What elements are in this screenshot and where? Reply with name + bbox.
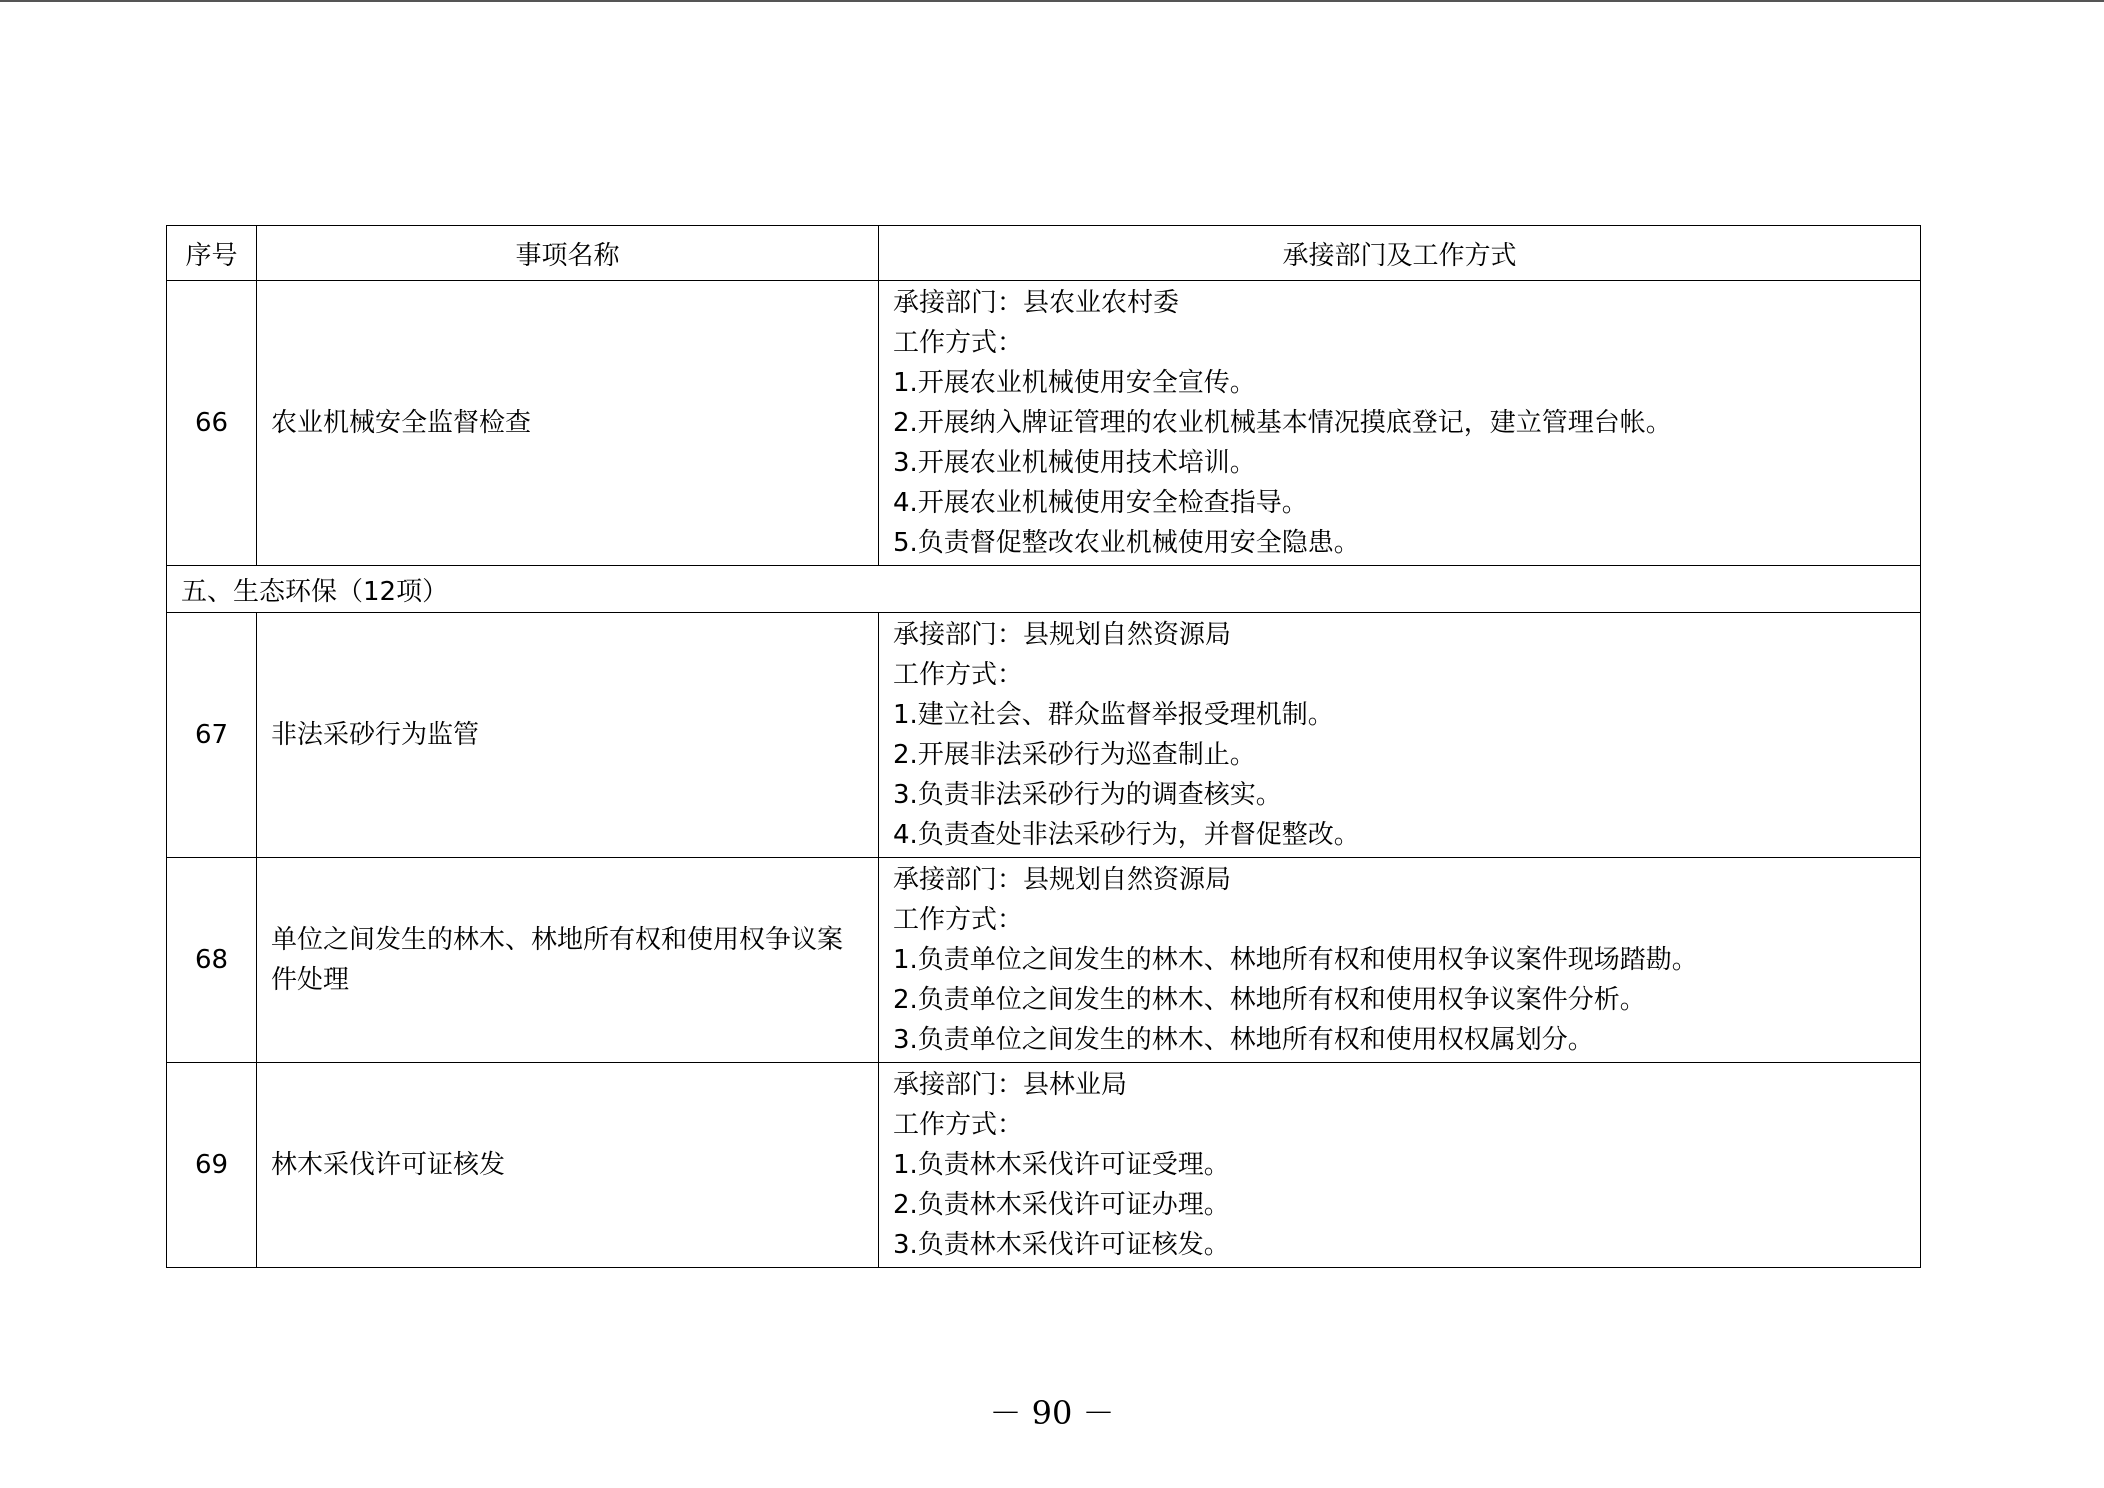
work-line: 承接部门：县林业局 bbox=[893, 1070, 1128, 1100]
work-line: 3.开展农业机械使用技术培训。 bbox=[893, 448, 1256, 478]
work-line: 1.开展农业机械使用安全宣传。 bbox=[893, 368, 1256, 398]
row-work-detail bbox=[879, 1063, 1921, 1268]
top-border-line bbox=[0, 0, 2104, 2]
table-row bbox=[167, 613, 1921, 858]
row-work-detail bbox=[879, 858, 1921, 1063]
work-line: 承接部门：县规划自然资源局 bbox=[893, 620, 1232, 650]
work-line: 2.开展非法采砂行为巡查制止。 bbox=[893, 740, 1256, 770]
work-line: 1.建立社会、群众监督举报受理机制。 bbox=[893, 700, 1334, 730]
row-seq: 68 bbox=[167, 858, 257, 1063]
work-line: 3.负责单位之间发生的林木、林地所有权和使用权权属划分。 bbox=[893, 1025, 1594, 1055]
work-line: 3.负责非法采砂行为的调查核实。 bbox=[893, 780, 1282, 810]
row-item-name: 林木采伐许可证核发 bbox=[257, 1063, 879, 1268]
row-seq: 69 bbox=[167, 1063, 257, 1268]
section-row bbox=[167, 566, 1921, 613]
work-line: 3.负责林木采伐许可证核发。 bbox=[893, 1230, 1230, 1260]
table-row bbox=[167, 858, 1921, 1063]
header-department-method: 承接部门及工作方式 bbox=[879, 226, 1921, 281]
page-number: － 90 － bbox=[989, 1394, 1115, 1432]
work-line: 承接部门：县农业农村委 bbox=[893, 288, 1180, 318]
section-title: 五、生态环保（12项） bbox=[167, 566, 1921, 613]
table-row bbox=[167, 1063, 1921, 1268]
row-seq: 66 bbox=[167, 281, 257, 566]
work-line: 2.负责单位之间发生的林木、林地所有权和使用权争议案件分析。 bbox=[893, 985, 1646, 1015]
work-line: 2.开展纳入牌证管理的农业机械基本情况摸底登记，建立管理台帐。 bbox=[893, 408, 1672, 438]
work-line: 1.负责单位之间发生的林木、林地所有权和使用权争议案件现场踏勘。 bbox=[893, 945, 1698, 975]
table-row bbox=[167, 281, 1921, 566]
row-work-detail bbox=[879, 281, 1921, 566]
row-seq: 67 bbox=[167, 613, 257, 858]
work-line: 承接部门：县规划自然资源局 bbox=[893, 865, 1232, 895]
work-line: 4.开展农业机械使用安全检查指导。 bbox=[893, 488, 1308, 518]
work-line: 工作方式： bbox=[893, 905, 1024, 935]
work-line: 2.负责林木采伐许可证办理。 bbox=[893, 1190, 1230, 1220]
work-line: 4.负责查处非法采砂行为，并督促整改。 bbox=[893, 820, 1360, 850]
work-line: 工作方式： bbox=[893, 1110, 1024, 1140]
work-line: 工作方式： bbox=[893, 660, 1024, 690]
header-seq: 序号 bbox=[167, 226, 257, 281]
row-item-name: 农业机械安全监督检查 bbox=[257, 281, 879, 566]
row-item-name: 非法采砂行为监管 bbox=[257, 613, 879, 858]
work-line: 5.负责督促整改农业机械使用安全隐患。 bbox=[893, 528, 1360, 558]
work-line: 工作方式： bbox=[893, 328, 1024, 358]
row-item-name: 单位之间发生的林木、林地所有权和使用权争议案件处理 bbox=[257, 858, 879, 1063]
row-work-detail bbox=[879, 613, 1921, 858]
work-line: 1.负责林木采伐许可证受理。 bbox=[893, 1150, 1230, 1180]
table-header-row bbox=[167, 226, 1921, 281]
header-item-name: 事项名称 bbox=[257, 226, 879, 281]
items-table bbox=[166, 225, 1921, 1268]
